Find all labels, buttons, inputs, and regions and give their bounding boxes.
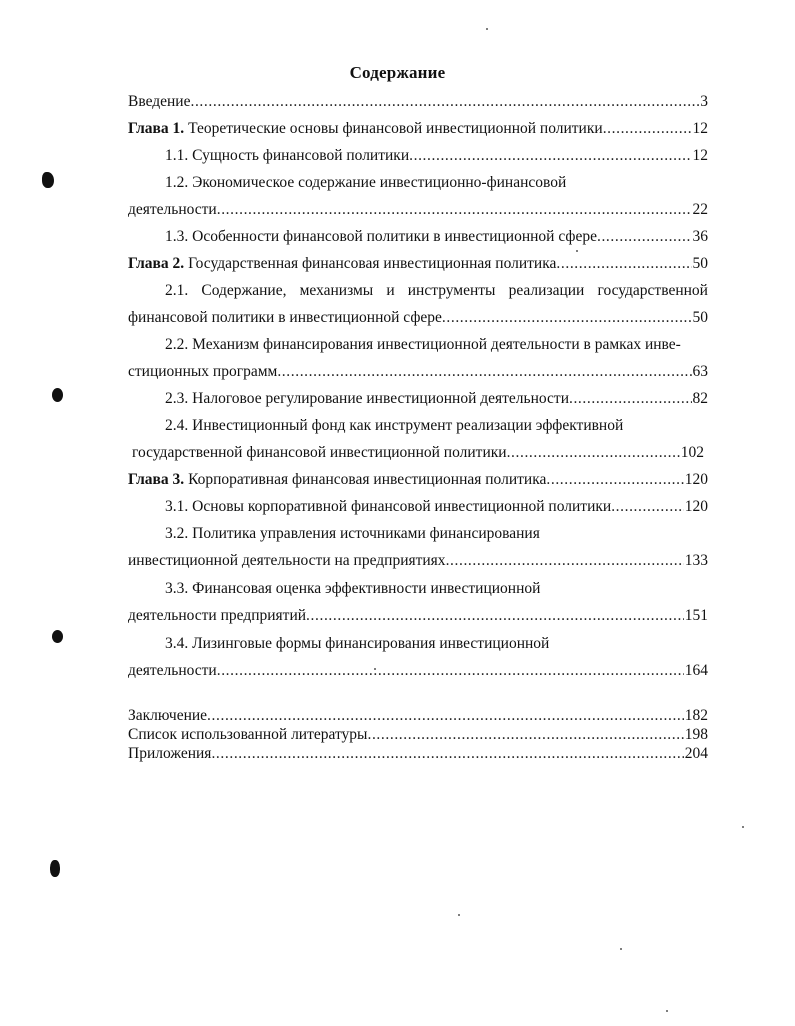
- toc-label: стиционных программ: [128, 363, 278, 380]
- toc-entry-chapter-3: [128, 469, 708, 491]
- toc-leader: [211, 744, 683, 763]
- toc-leader: [277, 361, 691, 383]
- toc-entry-1-2-line1: 1.2. Экономическое содержание инвестиционно-финансовой: [165, 174, 567, 191]
- toc-entry-2-1: [128, 307, 708, 329]
- toc-page: 182: [684, 707, 708, 724]
- toc-page: 120: [684, 471, 708, 488]
- scan-speck: [742, 826, 744, 828]
- toc-label: финансовой политики в инвестиционной сфере: [128, 309, 442, 326]
- toc-leader: [217, 660, 684, 682]
- toc-leader: [207, 706, 684, 725]
- toc-entry-2-1-line1: [165, 280, 708, 302]
- toc-word: инструменты: [407, 282, 496, 299]
- hole-punch-mark: [52, 630, 63, 643]
- toc-page: 102: [680, 444, 704, 461]
- toc-leader: [507, 442, 680, 464]
- toc-leader: [446, 550, 684, 572]
- toc-entry-1-3: [165, 226, 708, 248]
- toc-word: и: [386, 282, 395, 299]
- toc-leader: [569, 388, 692, 410]
- toc-entry-2-2: [128, 361, 708, 383]
- scan-speck: [458, 914, 460, 916]
- toc-leader: [306, 605, 684, 627]
- toc-word: механизмы: [299, 282, 374, 299]
- toc-page: 50: [692, 255, 708, 272]
- toc-word: государственной: [597, 282, 708, 299]
- toc-page: 22: [692, 201, 708, 218]
- toc-page: 151: [684, 607, 708, 624]
- toc-entry-1-1: [165, 145, 708, 167]
- toc-label: деятельности предприятий: [128, 607, 307, 624]
- scan-speck: [374, 668, 376, 670]
- toc-entry-chapter-1: [128, 118, 708, 140]
- toc-leader: [190, 91, 699, 113]
- toc-word: реализации: [508, 282, 585, 299]
- toc-leader: [556, 253, 691, 275]
- toc-label: 3.1. Основы корпоративной финансовой инвестиционной политики: [165, 498, 612, 515]
- toc-page: 164: [684, 662, 708, 679]
- scan-speck: [486, 28, 488, 30]
- toc-entry-conclusion: [128, 706, 708, 725]
- toc-leader: [367, 725, 683, 744]
- toc-entry-3-2: [128, 550, 708, 572]
- toc-page: 50: [692, 309, 708, 326]
- toc-leader: [409, 145, 691, 167]
- toc-page: 82: [692, 390, 708, 407]
- toc-page: 133: [684, 552, 708, 569]
- toc-label: деятельности: [128, 662, 217, 679]
- toc-label: Корпоративная финансовая инвестиционная политика: [184, 471, 547, 488]
- toc-label: инвестиционной деятельности на предприятиях: [128, 552, 446, 569]
- hole-punch-mark: [50, 860, 60, 877]
- toc-label: Введение: [128, 93, 191, 110]
- scan-speck: [576, 250, 578, 252]
- toc-entry-1-2: [128, 199, 708, 221]
- toc-entry-intro: [128, 91, 708, 113]
- toc-leader: [597, 226, 692, 248]
- scan-speck: [666, 1010, 668, 1012]
- toc-label: Список использованной литературы: [128, 726, 368, 743]
- toc-entry-references: [128, 725, 708, 744]
- toc-entry-3-2-line1: 3.2. Политика управления источниками финансирования: [165, 525, 540, 542]
- toc-label: Теоретические основы финансовой инвестиционной политики: [184, 120, 603, 137]
- toc-page: 12: [692, 120, 708, 137]
- toc-label: 1.1. Сущность финансовой политики: [165, 147, 410, 164]
- toc-label: Государственная финансовая инвестиционная политика: [184, 255, 557, 272]
- toc-label: 2.3. Налоговое регулирование инвестиционной деятельности: [165, 390, 569, 407]
- toc-leader: [546, 469, 683, 491]
- toc-word: 2.1.: [165, 282, 189, 299]
- toc-page: 204: [684, 745, 708, 762]
- toc-page: 3: [700, 93, 708, 110]
- toc-entry-3-4: [128, 660, 708, 682]
- toc-page: 198: [684, 726, 708, 743]
- toc-label: государственной финансовой инвестиционной политики: [132, 444, 507, 461]
- toc-leader: [611, 496, 684, 518]
- page-title: Содержание: [349, 63, 446, 82]
- toc-entry-appendices: [128, 744, 708, 763]
- toc-page: 36: [692, 228, 708, 245]
- toc-entry-2-2-line1: 2.2. Механизм финансирования инвестиционной деятельности в рамках инве-: [165, 336, 681, 353]
- toc-page: 120: [684, 498, 708, 515]
- toc-entry-3-3: [128, 605, 708, 627]
- toc-label: Заключение: [128, 707, 208, 724]
- chapter-number: Глава 1.: [128, 120, 185, 137]
- toc-label: деятельности: [128, 201, 217, 218]
- toc-entry-3-3-line1: 3.3. Финансовая оценка эффективности инвестиционной: [165, 580, 541, 597]
- toc-label: Приложения: [128, 745, 212, 762]
- toc-leader: [603, 118, 692, 140]
- toc-entry-3-4-line1: 3.4. Лизинговые формы финансирования инвестиционной: [165, 635, 550, 652]
- scan-speck: [620, 948, 622, 950]
- chapter-number: Глава 3.: [128, 471, 185, 488]
- toc-entry-3-1: [165, 496, 708, 518]
- toc-page: 63: [692, 363, 708, 380]
- toc-word: Содержание,: [201, 282, 287, 299]
- chapter-number: Глава 2.: [128, 255, 185, 272]
- toc-entry-chapter-2: [128, 253, 708, 275]
- hole-punch-mark: [52, 388, 63, 402]
- toc-entry-2-3: [165, 388, 708, 410]
- toc-page: 12: [692, 147, 708, 164]
- toc-leader: [217, 199, 692, 221]
- hole-punch-mark: [42, 172, 54, 188]
- toc-leader: [442, 307, 692, 329]
- toc-entry-2-4-line1: 2.4. Инвестиционный фонд как инструмент реализации эффективной: [165, 417, 624, 434]
- toc-label: 1.3. Особенности финансовой политики в инвестиционной сфере: [165, 228, 597, 245]
- toc-entry-2-4: [132, 442, 704, 464]
